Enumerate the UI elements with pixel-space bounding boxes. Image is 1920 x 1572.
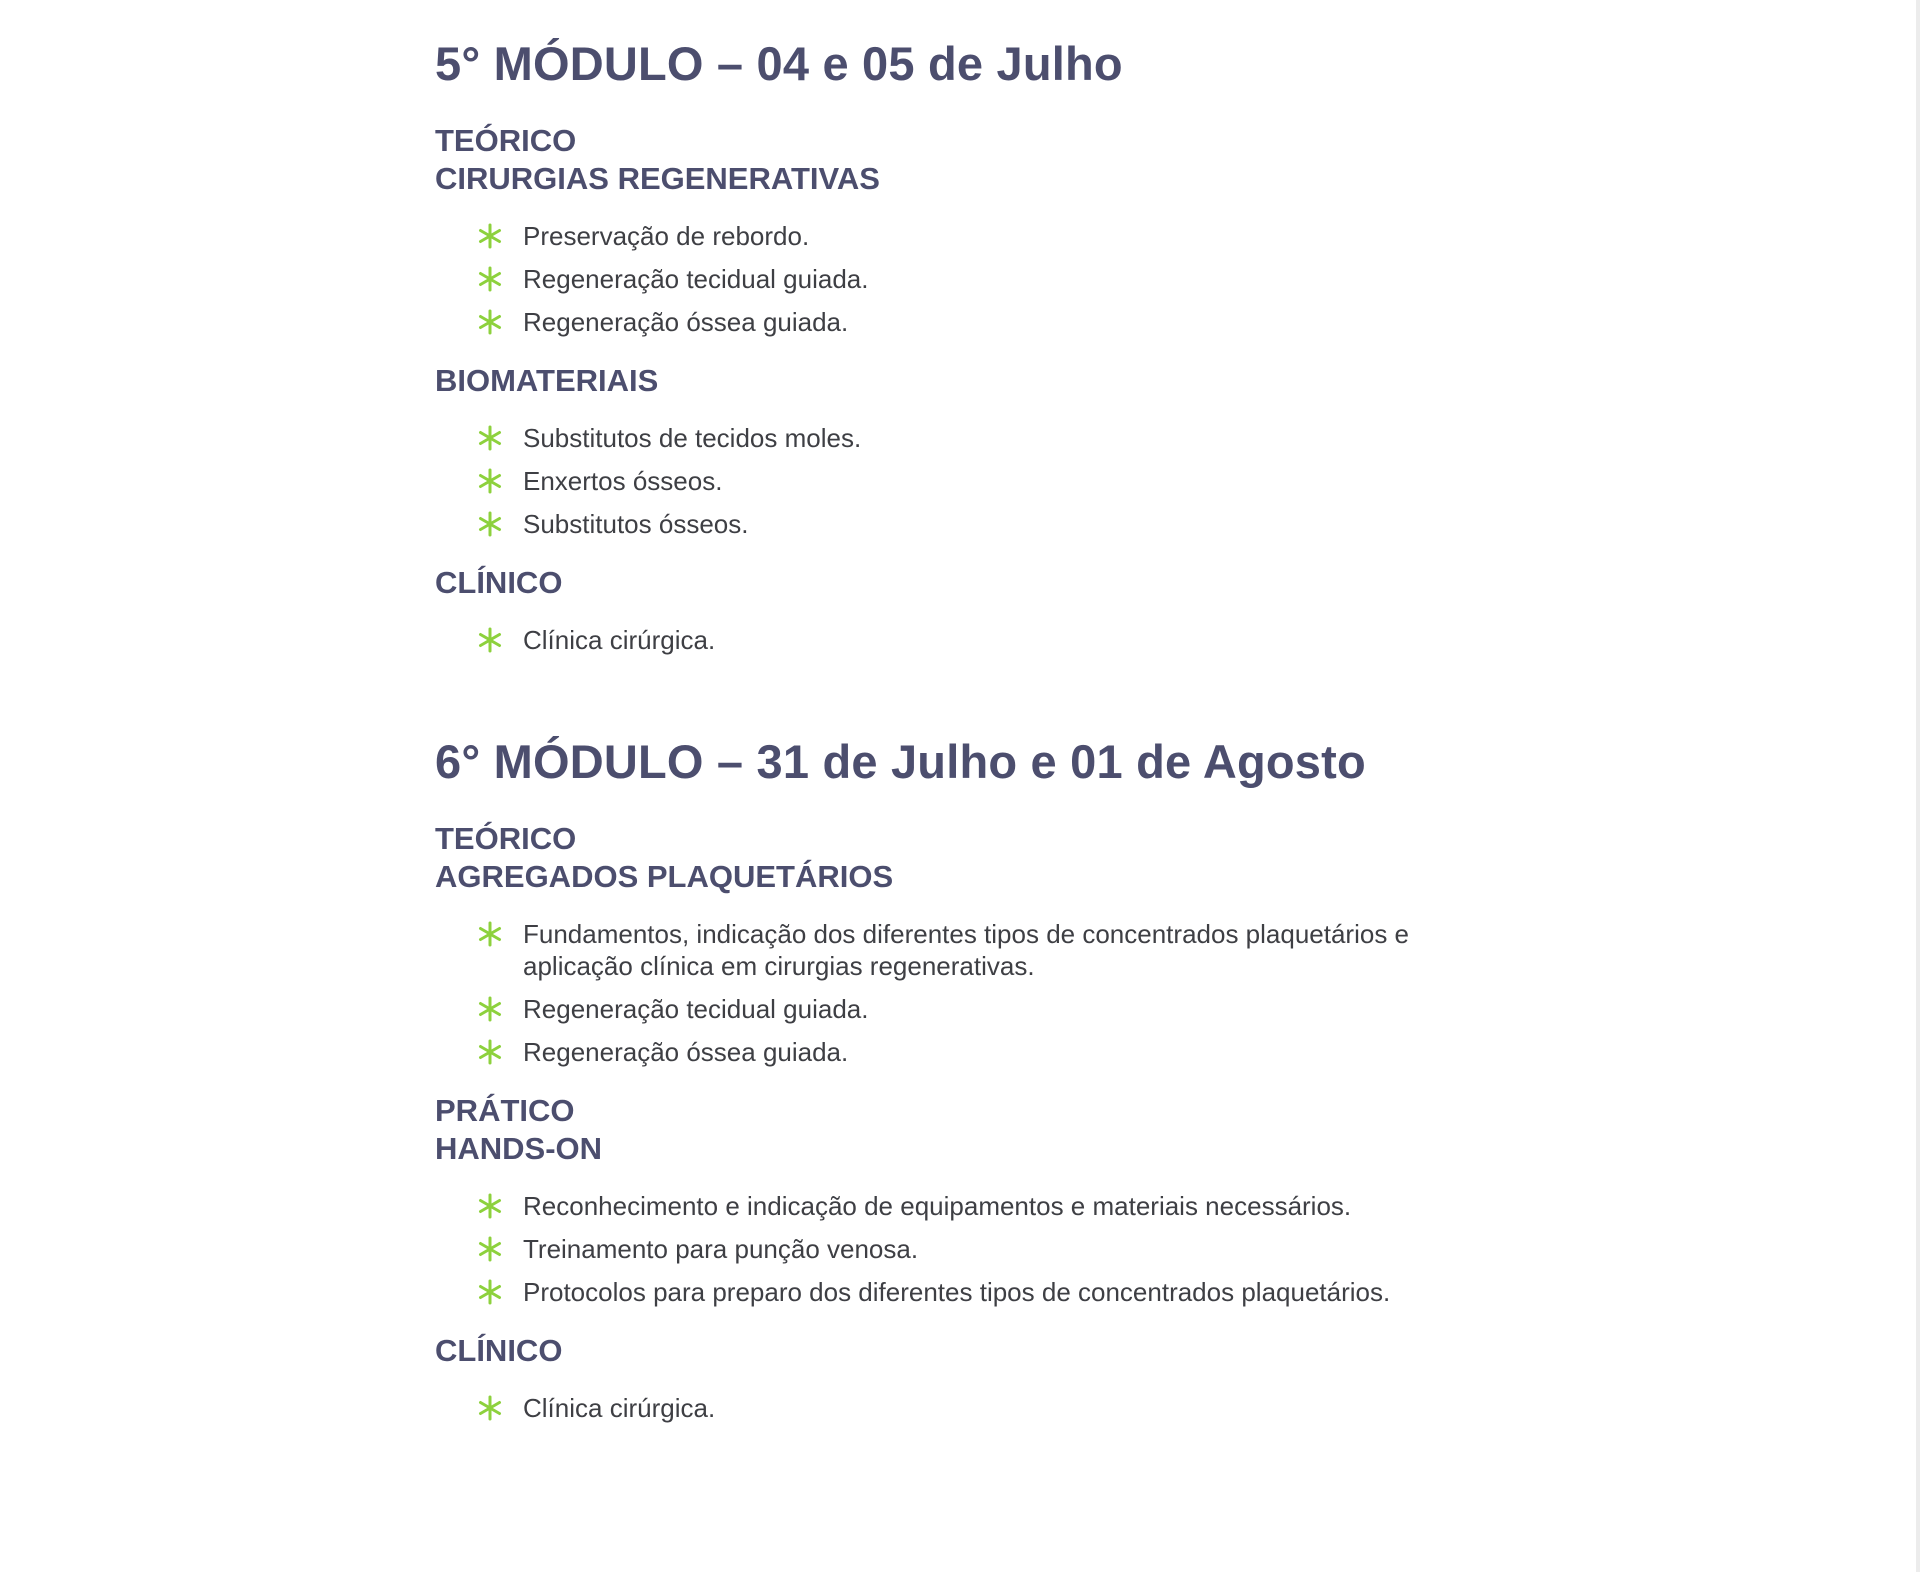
- topic-list: [435, 422, 1435, 540]
- list-item-text: Protocolos para preparo dos diferentes tipos de concentrados plaquetários.: [523, 1277, 1391, 1307]
- green-asterisk-icon: [476, 510, 504, 538]
- section-heading: [435, 820, 1435, 896]
- list-item: [435, 263, 1435, 295]
- module-title: 6° MÓDULO – 31 de Julho e 01 de Agosto: [435, 735, 1366, 788]
- list-item: [435, 1276, 1435, 1308]
- list-item: [435, 220, 1435, 252]
- green-asterisk-icon: [476, 995, 504, 1023]
- list-item-text: Preservação de rebordo.: [523, 221, 810, 251]
- section-heading-line: CLÍNICO: [435, 1333, 563, 1368]
- green-asterisk-icon: [476, 1235, 504, 1263]
- module-section: [435, 820, 1435, 1068]
- green-asterisk-icon: [476, 1038, 504, 1066]
- section-heading-line: PRÁTICO: [435, 1093, 575, 1128]
- list-item-text: Regeneração tecidual guiada.: [523, 264, 869, 294]
- list-item-text: Regeneração tecidual guiada.: [523, 994, 869, 1024]
- list-item: [435, 508, 1435, 540]
- page-scroll-edge: [1916, 0, 1920, 1572]
- list-item-text: Regeneração óssea guiada.: [523, 1037, 849, 1067]
- green-asterisk-icon: [476, 1192, 504, 1220]
- section-heading-line: HANDS-ON: [435, 1131, 603, 1166]
- section-heading-line: AGREGADOS PLAQUETÁRIOS: [435, 859, 894, 894]
- list-item-text: Fundamentos, indicação dos diferentes tipos de concentrados plaquetários e aplicação clínica em cirurgias regenerativas.: [523, 919, 1410, 981]
- module-section: [435, 1332, 1435, 1424]
- green-asterisk-icon: [476, 1394, 504, 1422]
- list-item-text: Substitutos ósseos.: [523, 509, 749, 539]
- list-item: [435, 422, 1435, 454]
- green-asterisk-icon: [476, 308, 504, 336]
- module-section: [435, 362, 1435, 540]
- list-item-text: Clínica cirúrgica.: [523, 1393, 716, 1423]
- topic-list: [435, 918, 1435, 1068]
- list-item: [435, 1036, 1435, 1068]
- list-item-text: Regeneração óssea guiada.: [523, 307, 849, 337]
- list-item-text: Enxertos ósseos.: [523, 466, 723, 496]
- section-heading: [435, 564, 1435, 602]
- section-heading-line: BIOMATERIAIS: [435, 363, 659, 398]
- section-heading-line: TEÓRICO: [435, 123, 577, 158]
- section-heading: [435, 1092, 1435, 1168]
- course-schedule: [435, 32, 1435, 1448]
- section-heading: [435, 1332, 1435, 1370]
- green-asterisk-icon: [476, 222, 504, 250]
- green-asterisk-icon: [476, 1278, 504, 1306]
- module-1: [435, 32, 1435, 656]
- section-heading-line: CLÍNICO: [435, 565, 563, 600]
- list-item-text: Treinamento para punção venosa.: [523, 1234, 919, 1264]
- green-asterisk-icon: [476, 467, 504, 495]
- module-section: [435, 564, 1435, 656]
- section-heading: [435, 122, 1435, 198]
- green-asterisk-icon: [476, 265, 504, 293]
- list-item: [435, 1392, 1435, 1424]
- list-item-text: Substitutos de tecidos moles.: [523, 423, 862, 453]
- topic-list: [435, 624, 1435, 656]
- list-item: [435, 1190, 1435, 1222]
- module-2: [435, 730, 1435, 1424]
- list-item-text: Clínica cirúrgica.: [523, 625, 716, 655]
- list-item: [435, 918, 1435, 982]
- list-item: [435, 465, 1435, 497]
- list-item: [435, 993, 1435, 1025]
- topic-list: [435, 220, 1435, 338]
- green-asterisk-icon: [476, 424, 504, 452]
- topic-list: [435, 1392, 1435, 1424]
- green-asterisk-icon: [476, 920, 504, 948]
- list-item: [435, 1233, 1435, 1265]
- module-section: [435, 1092, 1435, 1308]
- topic-list: [435, 1190, 1435, 1308]
- section-heading: [435, 362, 1435, 400]
- list-item-text: Reconhecimento e indicação de equipamentos e materiais necessários.: [523, 1191, 1352, 1221]
- green-asterisk-icon: [476, 626, 504, 654]
- module-section: [435, 122, 1435, 338]
- section-heading-line: TEÓRICO: [435, 821, 577, 856]
- module-title: 5° MÓDULO – 04 e 05 de Julho: [435, 37, 1123, 90]
- list-item: [435, 624, 1435, 656]
- section-heading-line: CIRURGIAS REGENERATIVAS: [435, 161, 880, 196]
- list-item: [435, 306, 1435, 338]
